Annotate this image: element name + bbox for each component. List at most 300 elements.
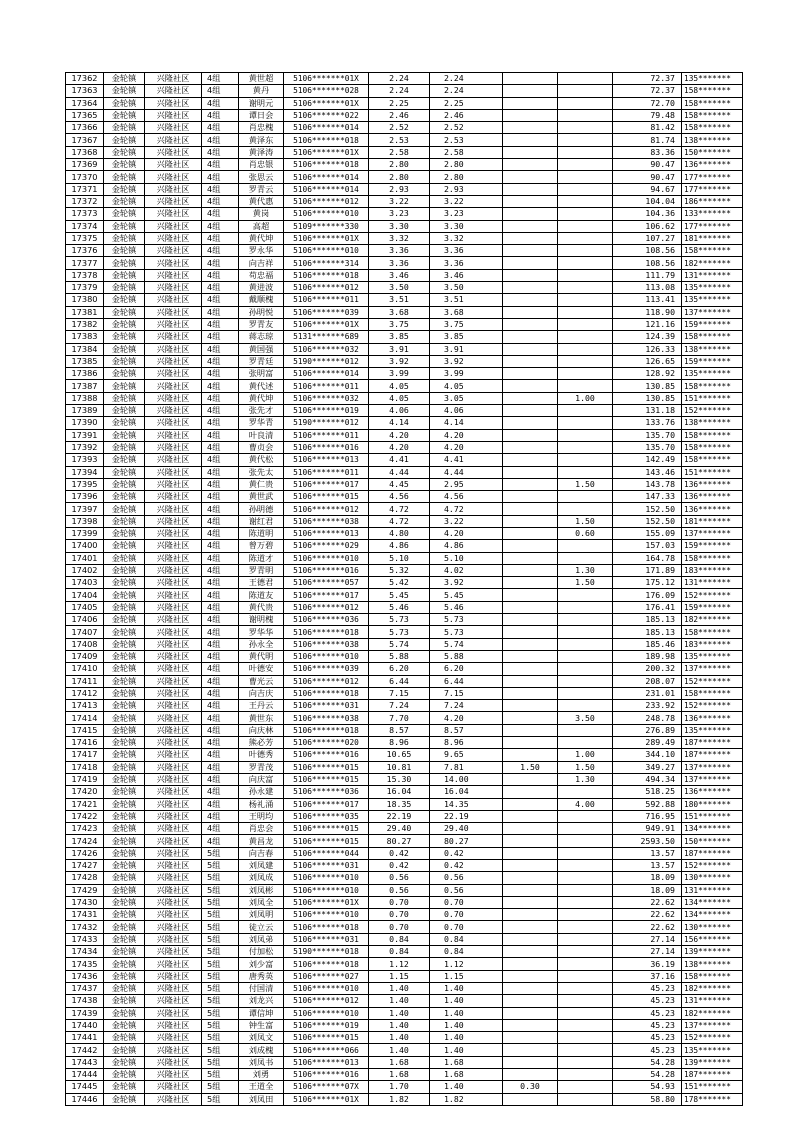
cell-phone: 152******* <box>682 675 743 687</box>
cell-area-total: 1.40 <box>369 1019 430 1031</box>
cell-area-c <box>558 687 613 699</box>
cell-name: 戴顺槐 <box>239 294 284 306</box>
cell-row-number: 17435 <box>66 958 104 970</box>
cell-area-c <box>558 921 613 933</box>
cell-area-total: 0.70 <box>369 921 430 933</box>
cell-group: 4组 <box>202 331 239 343</box>
cell-area-total: 3.46 <box>369 269 430 281</box>
cell-community: 兴隆社区 <box>145 134 202 146</box>
cell-row-number: 17405 <box>66 601 104 613</box>
cell-row-number: 17380 <box>66 294 104 306</box>
cell-name: 刘凤明 <box>239 909 284 921</box>
cell-area-b <box>503 872 558 884</box>
cell-name: 杨礼涌 <box>239 798 284 810</box>
cell-name: 孙明德 <box>239 503 284 515</box>
cell-row-number: 17426 <box>66 847 104 859</box>
cell-community: 兴隆社区 <box>145 306 202 318</box>
cell-row-number: 17443 <box>66 1056 104 1068</box>
cell-area-c: 1.50 <box>558 478 613 490</box>
cell-area-total: 4.56 <box>369 491 430 503</box>
cell-id-number: 5106*******01X <box>284 146 369 158</box>
cell-area-a: 1.40 <box>430 1044 503 1056</box>
cell-town: 金轮镇 <box>104 380 145 392</box>
cell-group: 5组 <box>202 958 239 970</box>
cell-area-c <box>558 540 613 552</box>
cell-id-number: 5106*******038 <box>284 515 369 527</box>
cell-id-number: 5109*******330 <box>284 220 369 232</box>
cell-id-number: 5106*******044 <box>284 847 369 859</box>
cell-group: 4组 <box>202 675 239 687</box>
cell-amount: 949.91 <box>613 823 682 835</box>
cell-area-b <box>503 724 558 736</box>
cell-area-total: 29.40 <box>369 823 430 835</box>
cell-id-number: 5106*******012 <box>284 601 369 613</box>
table-row <box>66 552 743 564</box>
cell-area-b <box>503 835 558 847</box>
cell-area-c: 1.50 <box>558 515 613 527</box>
cell-amount: 45.23 <box>613 1032 682 1044</box>
cell-town: 金轮镇 <box>104 491 145 503</box>
cell-phone: 134******* <box>682 909 743 921</box>
table-row <box>66 884 743 896</box>
cell-id-number: 5106*******010 <box>284 872 369 884</box>
cell-phone: 131******* <box>682 577 743 589</box>
cell-area-c: 1.50 <box>558 761 613 773</box>
cell-area-b <box>503 650 558 662</box>
cell-town: 金轮镇 <box>104 85 145 97</box>
cell-area-a: 14.35 <box>430 798 503 810</box>
cell-area-c <box>558 663 613 675</box>
cell-area-b <box>503 343 558 355</box>
cell-id-number: 5106*******029 <box>284 540 369 552</box>
cell-area-b <box>503 331 558 343</box>
cell-area-c: 1.30 <box>558 773 613 785</box>
cell-amount: 208.07 <box>613 675 682 687</box>
cell-town: 金轮镇 <box>104 294 145 306</box>
cell-group: 4组 <box>202 208 239 220</box>
cell-town: 金轮镇 <box>104 1032 145 1044</box>
cell-area-b <box>503 564 558 576</box>
cell-amount: 22.62 <box>613 896 682 908</box>
cell-amount: 171.89 <box>613 564 682 576</box>
cell-name: 黄代松 <box>239 454 284 466</box>
cell-row-number: 17371 <box>66 183 104 195</box>
cell-area-a: 3.99 <box>430 368 503 380</box>
cell-area-b <box>503 552 558 564</box>
cell-town: 金轮镇 <box>104 650 145 662</box>
cell-area-b <box>503 540 558 552</box>
cell-row-number: 17416 <box>66 737 104 749</box>
cell-area-total: 0.84 <box>369 946 430 958</box>
cell-area-c: 1.50 <box>558 577 613 589</box>
cell-name: 黄代述 <box>239 380 284 392</box>
cell-phone: 151******* <box>682 810 743 822</box>
cell-area-a: 4.05 <box>430 380 503 392</box>
cell-amount: 233.92 <box>613 700 682 712</box>
cell-id-number: 5106*******019 <box>284 405 369 417</box>
cell-group: 4组 <box>202 368 239 380</box>
cell-area-a: 3.36 <box>430 245 503 257</box>
cell-area-a: 3.30 <box>430 220 503 232</box>
cell-phone: 152******* <box>682 1032 743 1044</box>
cell-area-total: 3.22 <box>369 195 430 207</box>
cell-phone: 131******* <box>682 269 743 281</box>
cell-community: 兴隆社区 <box>145 724 202 736</box>
cell-name: 向吉庆 <box>239 687 284 699</box>
cell-area-b <box>503 1069 558 1081</box>
cell-phone: 137******* <box>682 773 743 785</box>
cell-group: 5组 <box>202 1081 239 1093</box>
cell-community: 兴隆社区 <box>145 737 202 749</box>
cell-area-total: 8.96 <box>369 737 430 749</box>
cell-row-number: 17413 <box>66 700 104 712</box>
cell-id-number: 5131*******689 <box>284 331 369 343</box>
cell-town: 金轮镇 <box>104 515 145 527</box>
table-row <box>66 269 743 281</box>
cell-amount: 130.85 <box>613 392 682 404</box>
cell-id-number: 5106*******036 <box>284 614 369 626</box>
cell-row-number: 17408 <box>66 638 104 650</box>
cell-phone: 187******* <box>682 749 743 761</box>
cell-town: 金轮镇 <box>104 884 145 896</box>
cell-group: 4组 <box>202 405 239 417</box>
cell-row-number: 17438 <box>66 995 104 1007</box>
cell-name: 孙明悦 <box>239 306 284 318</box>
cell-area-total: 4.20 <box>369 429 430 441</box>
cell-name: 谢红君 <box>239 515 284 527</box>
cell-id-number: 5106*******014 <box>284 183 369 195</box>
cell-community: 兴隆社区 <box>145 860 202 872</box>
cell-area-total: 6.44 <box>369 675 430 687</box>
cell-community: 兴隆社区 <box>145 1056 202 1068</box>
cell-group: 5组 <box>202 921 239 933</box>
cell-area-total: 2.80 <box>369 171 430 183</box>
cell-town: 金轮镇 <box>104 700 145 712</box>
cell-community: 兴隆社区 <box>145 122 202 134</box>
cell-area-a: 3.05 <box>430 392 503 404</box>
cell-phone: 159******* <box>682 318 743 330</box>
cell-area-c <box>558 626 613 638</box>
cell-community: 兴隆社区 <box>145 73 202 85</box>
cell-amount: 518.25 <box>613 786 682 798</box>
cell-area-b <box>503 675 558 687</box>
cell-row-number: 17446 <box>66 1093 104 1105</box>
table-row <box>66 1019 743 1031</box>
cell-amount: 133.76 <box>613 417 682 429</box>
cell-id-number: 5106*******010 <box>284 884 369 896</box>
cell-row-number: 17417 <box>66 749 104 761</box>
cell-amount: 22.62 <box>613 909 682 921</box>
cell-area-c <box>558 1032 613 1044</box>
cell-area-total: 0.42 <box>369 860 430 872</box>
cell-id-number: 5106*******010 <box>284 552 369 564</box>
cell-area-a: 2.53 <box>430 134 503 146</box>
cell-id-number: 5106*******314 <box>284 257 369 269</box>
cell-name: 黄丹 <box>239 85 284 97</box>
cell-group: 4组 <box>202 245 239 257</box>
cell-name: 向吉春 <box>239 847 284 859</box>
cell-town: 金轮镇 <box>104 368 145 380</box>
cell-name: 黄代明 <box>239 650 284 662</box>
cell-area-a: 3.75 <box>430 318 503 330</box>
cell-amount: 349.27 <box>613 761 682 773</box>
table-row <box>66 798 743 810</box>
cell-community: 兴隆社区 <box>145 995 202 1007</box>
cell-town: 金轮镇 <box>104 675 145 687</box>
table-row <box>66 1056 743 1068</box>
cell-group: 4组 <box>202 503 239 515</box>
table-row <box>66 146 743 158</box>
table-row <box>66 724 743 736</box>
cell-name: 付国清 <box>239 982 284 994</box>
cell-area-c <box>558 245 613 257</box>
cell-town: 金轮镇 <box>104 318 145 330</box>
cell-name: 刘凤书 <box>239 1056 284 1068</box>
cell-area-b <box>503 773 558 785</box>
cell-area-b <box>503 515 558 527</box>
cell-phone: 135******* <box>682 294 743 306</box>
cell-amount: 45.23 <box>613 1019 682 1031</box>
cell-area-total: 22.19 <box>369 810 430 822</box>
cell-town: 金轮镇 <box>104 712 145 724</box>
cell-name: 陈道友 <box>239 589 284 601</box>
cell-area-a: 5.73 <box>430 614 503 626</box>
cell-phone: 182******* <box>682 614 743 626</box>
cell-area-b <box>503 798 558 810</box>
cell-name: 王德君 <box>239 577 284 589</box>
cell-amount: 108.56 <box>613 245 682 257</box>
cell-phone: 136******* <box>682 786 743 798</box>
cell-id-number: 5106*******032 <box>284 392 369 404</box>
cell-name: 王丹云 <box>239 700 284 712</box>
cell-area-c <box>558 860 613 872</box>
cell-community: 兴隆社区 <box>145 146 202 158</box>
cell-area-b <box>503 687 558 699</box>
table-row <box>66 909 743 921</box>
cell-phone: 177******* <box>682 183 743 195</box>
table-row <box>66 491 743 503</box>
cell-name: 罗青廷 <box>239 355 284 367</box>
cell-community: 兴隆社区 <box>145 478 202 490</box>
cell-group: 4组 <box>202 392 239 404</box>
cell-area-c <box>558 896 613 908</box>
cell-group: 4组 <box>202 171 239 183</box>
cell-area-a: 5.73 <box>430 626 503 638</box>
cell-area-c <box>558 491 613 503</box>
cell-id-number: 5106*******017 <box>284 589 369 601</box>
cell-area-a: 29.40 <box>430 823 503 835</box>
cell-group: 5组 <box>202 909 239 921</box>
cell-area-b <box>503 909 558 921</box>
cell-amount: 106.62 <box>613 220 682 232</box>
cell-area-total: 7.24 <box>369 700 430 712</box>
cell-area-a: 2.93 <box>430 183 503 195</box>
cell-phone: 158******* <box>682 109 743 121</box>
cell-name: 黄代坤 <box>239 232 284 244</box>
cell-group: 4组 <box>202 749 239 761</box>
cell-community: 兴隆社区 <box>145 208 202 220</box>
cell-community: 兴隆社区 <box>145 970 202 982</box>
cell-name: 向庆富 <box>239 773 284 785</box>
table-row <box>66 122 743 134</box>
cell-community: 兴隆社区 <box>145 638 202 650</box>
cell-area-a: 0.70 <box>430 909 503 921</box>
cell-group: 4组 <box>202 355 239 367</box>
cell-amount: 248.78 <box>613 712 682 724</box>
cell-group: 4组 <box>202 491 239 503</box>
cell-area-a: 3.51 <box>430 294 503 306</box>
cell-area-total: 16.04 <box>369 786 430 798</box>
cell-area-a: 1.40 <box>430 995 503 1007</box>
cell-town: 金轮镇 <box>104 195 145 207</box>
table-row <box>66 995 743 1007</box>
cell-area-a: 7.15 <box>430 687 503 699</box>
cell-phone: 137******* <box>682 527 743 539</box>
cell-area-c <box>558 933 613 945</box>
cell-town: 金轮镇 <box>104 564 145 576</box>
cell-phone: 135******* <box>682 1044 743 1056</box>
cell-area-total: 1.15 <box>369 970 430 982</box>
table-row <box>66 1032 743 1044</box>
cell-amount: 126.33 <box>613 343 682 355</box>
cell-row-number: 17442 <box>66 1044 104 1056</box>
cell-id-number: 5106*******012 <box>284 282 369 294</box>
cell-id-number: 5106*******014 <box>284 171 369 183</box>
cell-area-a: 7.81 <box>430 761 503 773</box>
cell-community: 兴隆社区 <box>145 183 202 195</box>
cell-area-a: 3.50 <box>430 282 503 294</box>
cell-community: 兴隆社区 <box>145 540 202 552</box>
cell-town: 金轮镇 <box>104 134 145 146</box>
cell-phone: 136******* <box>682 478 743 490</box>
cell-area-b <box>503 97 558 109</box>
cell-id-number: 5106*******013 <box>284 527 369 539</box>
cell-group: 4组 <box>202 282 239 294</box>
cell-community: 兴隆社区 <box>145 380 202 392</box>
cell-area-c <box>558 331 613 343</box>
cell-id-number: 5106*******011 <box>284 294 369 306</box>
cell-area-total: 5.73 <box>369 626 430 638</box>
cell-area-total: 3.91 <box>369 343 430 355</box>
cell-group: 4组 <box>202 159 239 171</box>
cell-town: 金轮镇 <box>104 208 145 220</box>
cell-id-number: 5106*******031 <box>284 933 369 945</box>
cell-town: 金轮镇 <box>104 540 145 552</box>
cell-group: 5组 <box>202 1056 239 1068</box>
cell-community: 兴隆社区 <box>145 294 202 306</box>
cell-area-b <box>503 257 558 269</box>
cell-name: 罗华青 <box>239 417 284 429</box>
cell-area-total: 0.56 <box>369 872 430 884</box>
cell-group: 4组 <box>202 134 239 146</box>
table-row <box>66 1044 743 1056</box>
cell-area-c <box>558 835 613 847</box>
cell-area-a: 0.56 <box>430 872 503 884</box>
cell-name: 黄泽东 <box>239 134 284 146</box>
cell-town: 金轮镇 <box>104 601 145 613</box>
cell-area-c <box>558 970 613 982</box>
cell-community: 兴隆社区 <box>145 835 202 847</box>
cell-area-total: 4.45 <box>369 478 430 490</box>
cell-town: 金轮镇 <box>104 392 145 404</box>
cell-group: 4组 <box>202 294 239 306</box>
cell-community: 兴隆社区 <box>145 577 202 589</box>
cell-area-c <box>558 73 613 85</box>
cell-phone: 139******* <box>682 1056 743 1068</box>
table-row <box>66 405 743 417</box>
cell-group: 4组 <box>202 626 239 638</box>
cell-name: 曾万碧 <box>239 540 284 552</box>
cell-row-number: 17404 <box>66 589 104 601</box>
cell-area-c <box>558 343 613 355</box>
cell-row-number: 17390 <box>66 417 104 429</box>
cell-area-b <box>503 933 558 945</box>
cell-row-number: 17444 <box>66 1069 104 1081</box>
table-row <box>66 294 743 306</box>
cell-group: 4组 <box>202 122 239 134</box>
cell-group: 4组 <box>202 724 239 736</box>
cell-area-a: 3.46 <box>430 269 503 281</box>
cell-group: 4组 <box>202 466 239 478</box>
cell-phone: 152******* <box>682 700 743 712</box>
cell-row-number: 17384 <box>66 343 104 355</box>
cell-amount: 83.36 <box>613 146 682 158</box>
cell-area-a: 2.24 <box>430 85 503 97</box>
cell-area-a: 2.24 <box>430 73 503 85</box>
cell-area-total: 1.12 <box>369 958 430 970</box>
cell-amount: 113.08 <box>613 282 682 294</box>
cell-town: 金轮镇 <box>104 773 145 785</box>
cell-area-b <box>503 958 558 970</box>
cell-group: 4组 <box>202 737 239 749</box>
cell-area-c <box>558 355 613 367</box>
cell-area-a: 3.22 <box>430 195 503 207</box>
table-row <box>66 257 743 269</box>
cell-area-total: 2.52 <box>369 122 430 134</box>
table-row <box>66 712 743 724</box>
cell-area-a: 0.42 <box>430 860 503 872</box>
cell-area-total: 0.56 <box>369 884 430 896</box>
cell-area-total: 2.46 <box>369 109 430 121</box>
cell-community: 兴隆社区 <box>145 958 202 970</box>
cell-amount: 72.37 <box>613 85 682 97</box>
cell-amount: 104.04 <box>613 195 682 207</box>
cell-community: 兴隆社区 <box>145 318 202 330</box>
cell-area-total: 5.88 <box>369 650 430 662</box>
cell-group: 4组 <box>202 195 239 207</box>
cell-area-b <box>503 527 558 539</box>
cell-community: 兴隆社区 <box>145 515 202 527</box>
cell-name: 黄世东 <box>239 712 284 724</box>
cell-community: 兴隆社区 <box>145 343 202 355</box>
cell-area-total: 3.36 <box>369 245 430 257</box>
cell-amount: 344.10 <box>613 749 682 761</box>
cell-town: 金轮镇 <box>104 933 145 945</box>
cell-area-c <box>558 700 613 712</box>
cell-community: 兴隆社区 <box>145 614 202 626</box>
cell-group: 4组 <box>202 552 239 564</box>
cell-town: 金轮镇 <box>104 687 145 699</box>
cell-id-number: 5106*******015 <box>284 761 369 773</box>
cell-row-number: 17402 <box>66 564 104 576</box>
cell-id-number: 5106*******032 <box>284 343 369 355</box>
cell-area-total: 5.46 <box>369 601 430 613</box>
cell-phone: 159******* <box>682 601 743 613</box>
cell-phone: 183******* <box>682 638 743 650</box>
cell-group: 4组 <box>202 773 239 785</box>
cell-amount: 152.50 <box>613 503 682 515</box>
cell-area-b <box>503 786 558 798</box>
